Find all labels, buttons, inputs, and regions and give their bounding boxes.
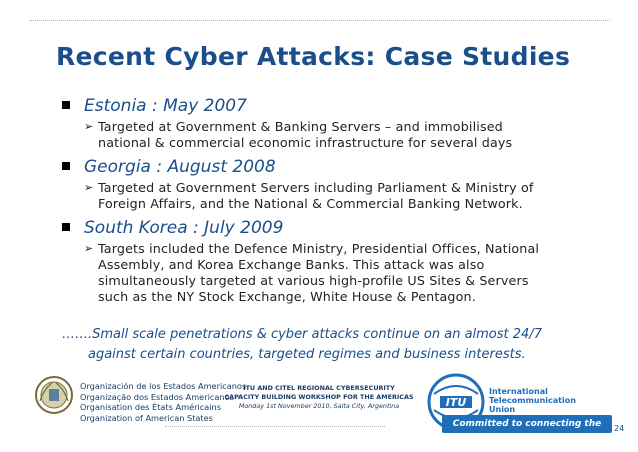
case-heading-georgia [60, 157, 620, 177]
itu-name-block [489, 387, 576, 414]
oas-name-line: Organização dos Estados Americanos [80, 391, 234, 402]
case-heading-label: Georgia : August 2008 [84, 157, 276, 177]
conference-date: Monday 1st November 2010, Salta City, Argentina [238, 402, 400, 410]
detail-line: simultaneously targeted at various high-profile US Sites & Servers [98, 273, 529, 288]
square-bullet-icon [62, 162, 70, 170]
oas-name-line: Organización de los Estados Americanos [80, 381, 247, 391]
square-bullet-icon [62, 101, 70, 109]
case-list [60, 96, 620, 311]
summary-line-1: …….Small scale penetrations & cyber attacks continue on an almost 24/7 [62, 327, 542, 342]
case-detail-south-korea [60, 241, 620, 305]
case-heading-label: Estonia : May 2007 [84, 96, 247, 116]
itu-name-line: Telecommunication [489, 396, 576, 405]
detail-line: Targets included the Defence Ministry, Presidential Offices, National [98, 241, 540, 256]
bottom-divider [165, 426, 385, 427]
square-bullet-icon [62, 223, 70, 231]
detail-line: such as the NY Stock Exchange, White House & Pentagon. [98, 289, 476, 304]
case-detail-georgia [60, 180, 620, 212]
summary-note [62, 325, 622, 365]
itu-name-line: International [489, 387, 548, 396]
detail-line: Targeted at Government Servers including Parliament & Ministry of [98, 180, 534, 195]
detail-line: Targeted at Government & Banking Servers – and immobilised [98, 119, 503, 134]
conference-line: ITU AND CITEL REGIONAL CYBERSECURITY [243, 384, 395, 392]
oas-seal-icon [34, 375, 74, 415]
case-heading-south-korea [60, 218, 620, 238]
conference-info [200, 384, 438, 411]
oas-name-line: Organization of American States [80, 412, 213, 423]
case-heading-label: South Korea : July 2009 [84, 218, 284, 238]
case-heading-estonia [60, 96, 620, 116]
summary-line-2: against certain countries, targeted regimes and business interests. [88, 347, 526, 362]
detail-line: Assembly, and Korea Exchange Banks. This attack was also [98, 257, 485, 272]
itu-name-line: Union [489, 405, 516, 414]
case-detail-estonia [60, 119, 620, 151]
arrow-bullet-icon: ➢ [84, 181, 94, 194]
arrow-bullet-icon: ➢ [84, 242, 94, 255]
oas-name-line: Organisation des États Américains [80, 402, 221, 412]
detail-line: national & commercial economic infrastructure for several days [98, 135, 513, 150]
itu-tagline: Committed to connecting the world [442, 415, 612, 433]
detail-line: Foreign Affairs, and the National & Commercial Banking Network. [98, 196, 523, 211]
conference-line: CAPACITY BUILDING WORKSHOP FOR THE AMERICAS [224, 393, 414, 401]
svg-text:ITU: ITU [445, 396, 467, 409]
page-number: 24 [614, 424, 625, 433]
arrow-bullet-icon: ➢ [84, 120, 94, 133]
slide-title: Recent Cyber Attacks: Case Studies [56, 42, 571, 71]
top-divider [30, 20, 610, 21]
